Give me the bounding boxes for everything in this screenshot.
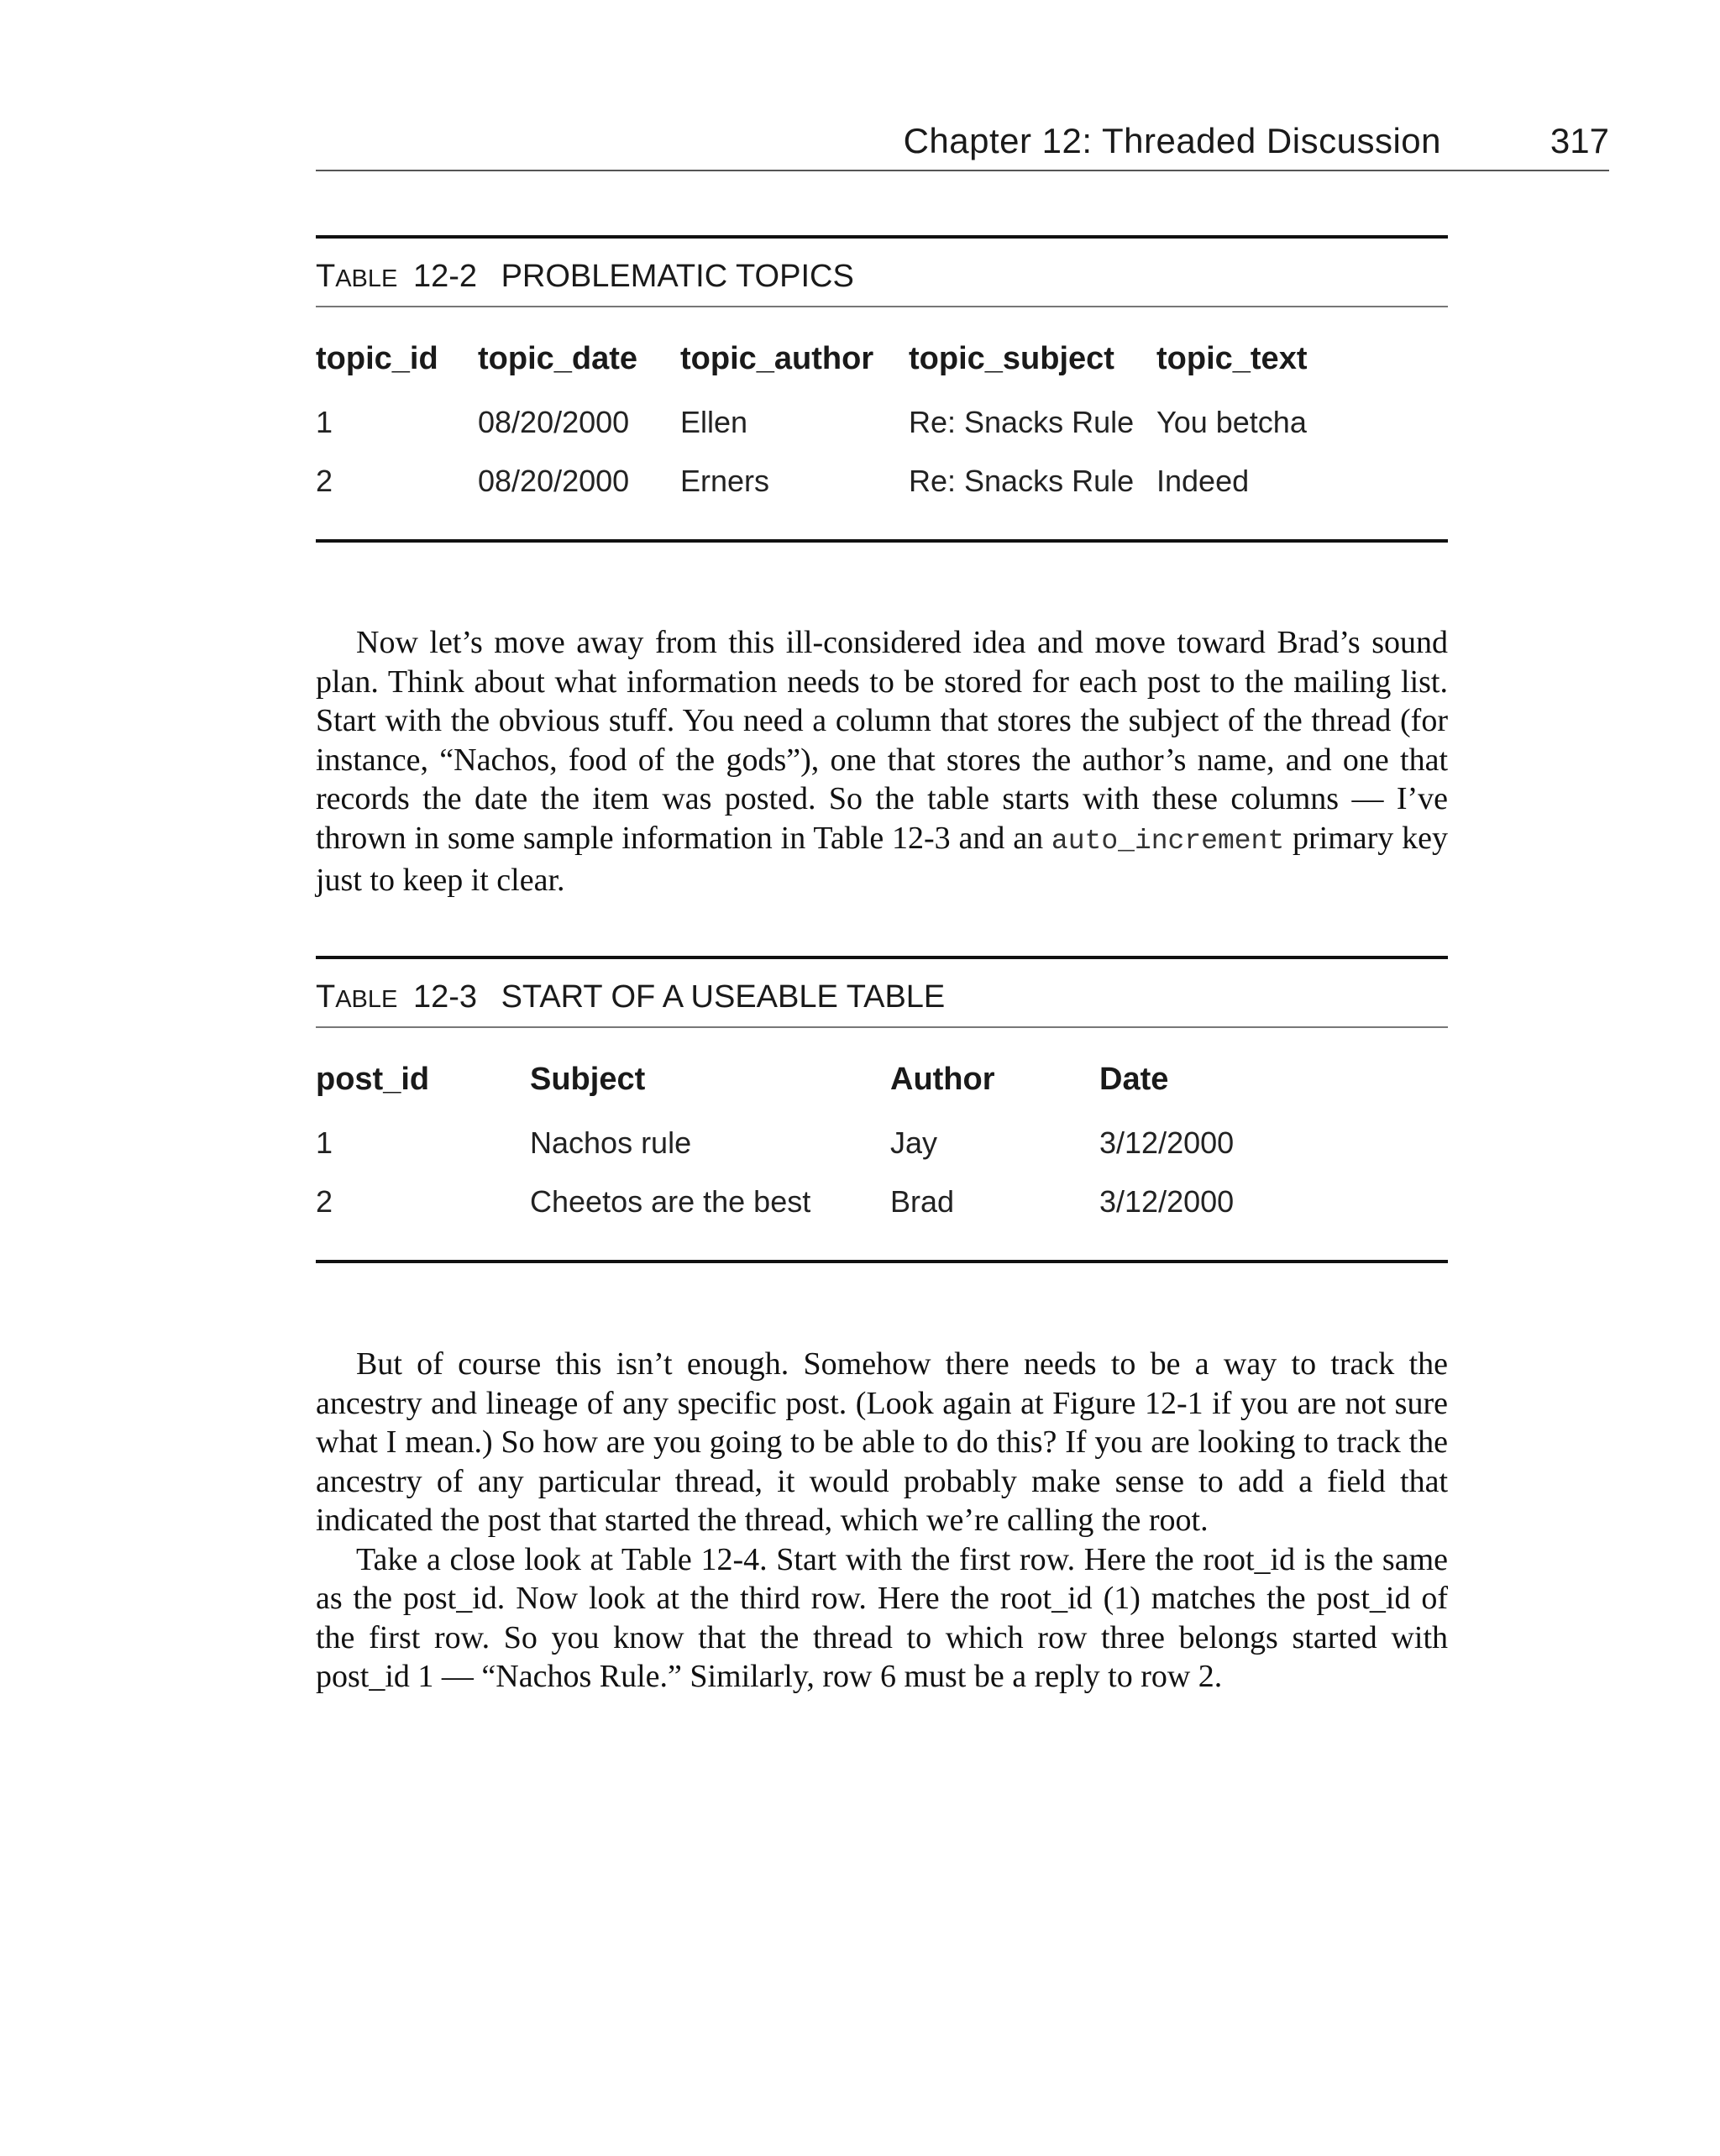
paragraph-text: Now let’s move away from this ill-considered idea and move toward Brad’s sound plan. Think about what information needs to be stored for each post to the mailing list. Start with the obvious stuff. You need a column that stores the subject of the thread (for instance, “Nachos, food of the gods”), one that stores the author’s name, and one that records the date the item was posted. So the table starts with these columns — I’ve thrown in some sample information in Table 12-3 and an <box>316 625 1448 856</box>
caption-title: START OF A USEABLE TABLE <box>501 979 946 1015</box>
table-cell: Indeed <box>1156 464 1250 498</box>
caption-label-initial: T <box>316 979 336 1015</box>
caption-number: 12-3 <box>412 979 478 1015</box>
column-header: topic_date <box>478 341 638 376</box>
table-row <box>316 1115 1448 1174</box>
caption-number: 12-2 <box>412 259 478 294</box>
table-cell: 2 <box>316 1184 333 1219</box>
table-cell: 3/12/2000 <box>1099 1184 1235 1219</box>
table-row <box>316 1174 1448 1233</box>
table-12-2 <box>316 235 1448 543</box>
table-cell: Cheetos are the best <box>530 1184 811 1219</box>
table-cell: Erners <box>680 464 770 498</box>
table-caption <box>316 959 1448 1028</box>
table-cell: 08/20/2000 <box>478 464 630 498</box>
table-cell: Nachos rule <box>530 1125 692 1160</box>
page-number: 317 <box>1550 121 1609 160</box>
body-paragraph-2: But of course this isn’t enough. Somehow there needs to be a way to track the ancestry and lineage of any specific post. (Look again at Figure 12-1 if you are not sure what I mean.) So how are you going to be able to do this? If you are looking to track the ancestry of any particular thread, it would probably make sense to add a field that indicated the post that started the thread, which we’re calling the root. <box>316 1346 1448 1538</box>
inline-code: auto_increment <box>1051 825 1285 857</box>
paragraph-text-end: primary key just to keep it clear. <box>316 820 1448 898</box>
table-caption <box>316 239 1448 307</box>
body-paragraph-1 <box>316 623 1448 900</box>
table-cell: Re: Snacks Rule <box>909 464 1135 498</box>
column-header: post_id <box>316 1062 430 1097</box>
body-paragraphs-2-3 <box>316 1345 1448 1697</box>
table-cell: Ellen <box>680 405 748 439</box>
table-header-row <box>316 307 1448 395</box>
table-cell: 1 <box>316 405 333 439</box>
caption-label-rest: ABLE <box>335 265 398 292</box>
table-cell: 1 <box>316 1125 333 1160</box>
column-header: topic_subject <box>909 341 1114 376</box>
running-header <box>316 116 1609 171</box>
table-cell: You betcha <box>1156 405 1307 439</box>
table-cell: Jay <box>890 1125 938 1160</box>
column-header: topic_text <box>1156 341 1308 376</box>
table-cell: 08/20/2000 <box>478 405 630 439</box>
table-cell: 2 <box>316 464 333 498</box>
table-bottom-rule <box>316 539 1448 543</box>
table-row <box>316 395 1448 454</box>
table-header-row <box>316 1028 1448 1115</box>
caption-label-rest: ABLE <box>335 986 398 1013</box>
body-paragraph-3: Take a close look at Table 12-4. Start with the first row. Here the root_id is the same as the post_id. Now look at the third row. Here the root_id (1) matches the post_id of the first row. So you know that the thread to which row three belongs started with post_id 1 — “Nachos Rule.” Similarly, row 6 must be a reply to row 2. <box>316 1541 1448 1694</box>
table-cell: Brad <box>890 1184 955 1219</box>
column-header: Subject <box>530 1062 646 1097</box>
chapter-title: Chapter 12: Threaded Discussion <box>903 121 1441 160</box>
table-12-3 <box>316 956 1448 1263</box>
caption-title: PROBLEMATIC TOPICS <box>501 259 854 294</box>
column-header: topic_id <box>316 341 438 376</box>
column-header: topic_author <box>680 341 874 376</box>
table-cell: Re: Snacks Rule <box>909 405 1135 439</box>
column-header: Date <box>1099 1062 1169 1097</box>
caption-label-initial: T <box>316 259 336 294</box>
table-bottom-rule <box>316 1260 1448 1263</box>
table-cell: 3/12/2000 <box>1099 1125 1235 1160</box>
table-row <box>316 454 1448 512</box>
column-header: Author <box>890 1062 995 1097</box>
